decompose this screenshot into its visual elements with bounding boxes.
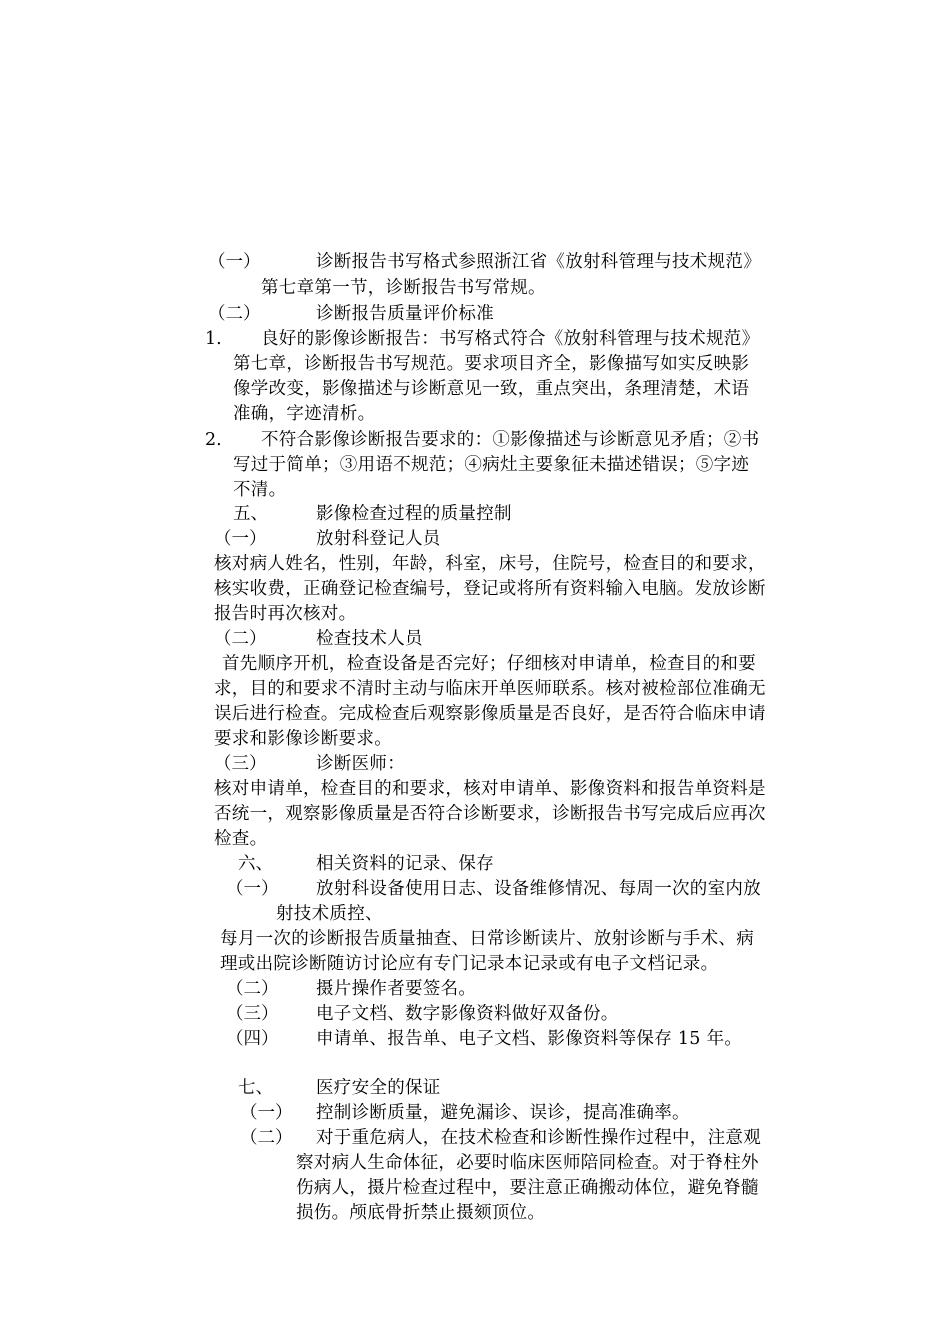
paragraph-line: 首先顺序开机，检查设备是否完好；仔细核对申请单，检查目的和要	[222, 654, 756, 674]
paragraph-line: 检查。	[214, 829, 268, 849]
chapter-marker: 五、	[233, 504, 268, 524]
paragraph-line: 申请单、报告单、电子文档、影像资料等保存 15 年。	[316, 1029, 743, 1049]
section-heading: 诊断报告质量评价标准	[316, 304, 494, 324]
paragraph-line: 损伤。颅底骨折禁止摄颏顶位。	[296, 1203, 546, 1223]
paragraph-line: 控制诊断质量，避免漏诊、误诊，提高准确率。	[316, 1103, 690, 1123]
list-number: 2.	[205, 430, 222, 450]
paragraph-line: 误后进行检查。完成检查后观察影像质量是否良好，是否符合临床申请	[214, 704, 766, 724]
paragraph-line: 报告时再次核对。	[214, 604, 357, 624]
paragraph-line: 像学改变，影像描述与诊断意见一致，重点突出，条理清楚，术语	[233, 379, 750, 399]
paragraph-line: 否统一，观察影像质量是否符合诊断要求，诊断报告书写完成后应再次	[214, 804, 766, 824]
paragraph-line: 射技术质控、	[276, 904, 383, 924]
section-marker: （二）	[240, 1128, 293, 1148]
section-heading: 检查技术人员	[316, 629, 423, 649]
section-marker: （一）	[240, 1103, 293, 1123]
paragraph-line: 写过于简单；③用语不规范；④病灶主要象征未描述错误；⑤字迹	[233, 455, 750, 475]
section-marker: （一）	[226, 879, 279, 899]
chapter-marker: 七、	[238, 1078, 273, 1098]
paragraph-line: 要求和影像诊断要求。	[214, 729, 392, 749]
paragraph-line: 每月一次的诊断报告质量抽查、日常诊断读片、放射诊断与手术、病	[220, 929, 754, 949]
section-marker: （二）	[208, 304, 261, 324]
chapter-marker: 六、	[238, 854, 273, 874]
section-marker: （二）	[226, 979, 279, 999]
paragraph-line: 伤病人，摄片检查过程中，要注意正确搬动体位，避免脊髓	[296, 1178, 759, 1198]
paragraph-line: 诊断报告书写格式参照浙江省《放射科管理与技术规范》	[316, 252, 761, 272]
paragraph-line: 核对申请单，检查目的和要求，核对申请单、影像资料和报告单资料是	[214, 779, 766, 799]
section-marker: （三）	[214, 754, 267, 774]
paragraph-line: 核实收费，正确登记检查编号，登记或将所有资料输入电脑。发放诊断	[214, 579, 766, 599]
paragraph-line: 求，目的和要求不清时主动与临床开单医师联系。核对被检部位准确无	[214, 679, 766, 699]
paragraph-line: 放射科设备使用日志、设备维修情况、每周一次的室内放	[316, 879, 761, 899]
section-marker: （一）	[214, 529, 267, 549]
paragraph-line: 不清。	[233, 480, 287, 500]
paragraph-line: 不符合影像诊断报告要求的：①影像描述与诊断意见矛盾；②书	[261, 430, 760, 450]
paragraph-line: 核对病人姓名，性别，年龄，科室，床号，住院号，检查目的和要求，	[214, 554, 766, 574]
paragraph-line: 第七章，诊断报告书写规范。要求项目齐全，影像描写如实反映影	[233, 354, 750, 374]
paragraph-line: 电子文档、数字影像资料做好双备份。	[316, 1004, 619, 1024]
chapter-heading: 相关资料的记录、保存	[316, 854, 494, 874]
paragraph-line: 理或出院诊断随访讨论应有专门记录本记录或有电子文档记录。	[220, 954, 719, 974]
section-marker: （一）	[208, 252, 261, 272]
paragraph-line: 准确，字迹清析。	[233, 404, 376, 424]
list-number: 1.	[205, 329, 222, 349]
section-marker: （二）	[214, 629, 267, 649]
section-heading: 诊断医师：	[316, 754, 405, 774]
paragraph-line: 摄片操作者要签名。	[316, 979, 477, 999]
paragraph-line: 良好的影像诊断报告：书写格式符合《放射科管理与技术规范》	[261, 329, 760, 349]
paragraph-line: 察对病人生命体征，必要时临床医师陪同检查。对于脊柱外	[296, 1153, 759, 1173]
section-marker: （四）	[226, 1029, 279, 1049]
chapter-heading: 医疗安全的保证	[316, 1078, 441, 1098]
section-marker: （三）	[226, 1004, 279, 1024]
paragraph-line: 第七章第一节，诊断报告书写常规。	[261, 278, 546, 298]
section-heading: 放射科登记人员	[316, 529, 441, 549]
paragraph-line: 对于重危病人，在技术检查和诊断性操作过程中，注意观	[316, 1128, 761, 1148]
chapter-heading: 影像检查过程的质量控制	[316, 504, 512, 524]
